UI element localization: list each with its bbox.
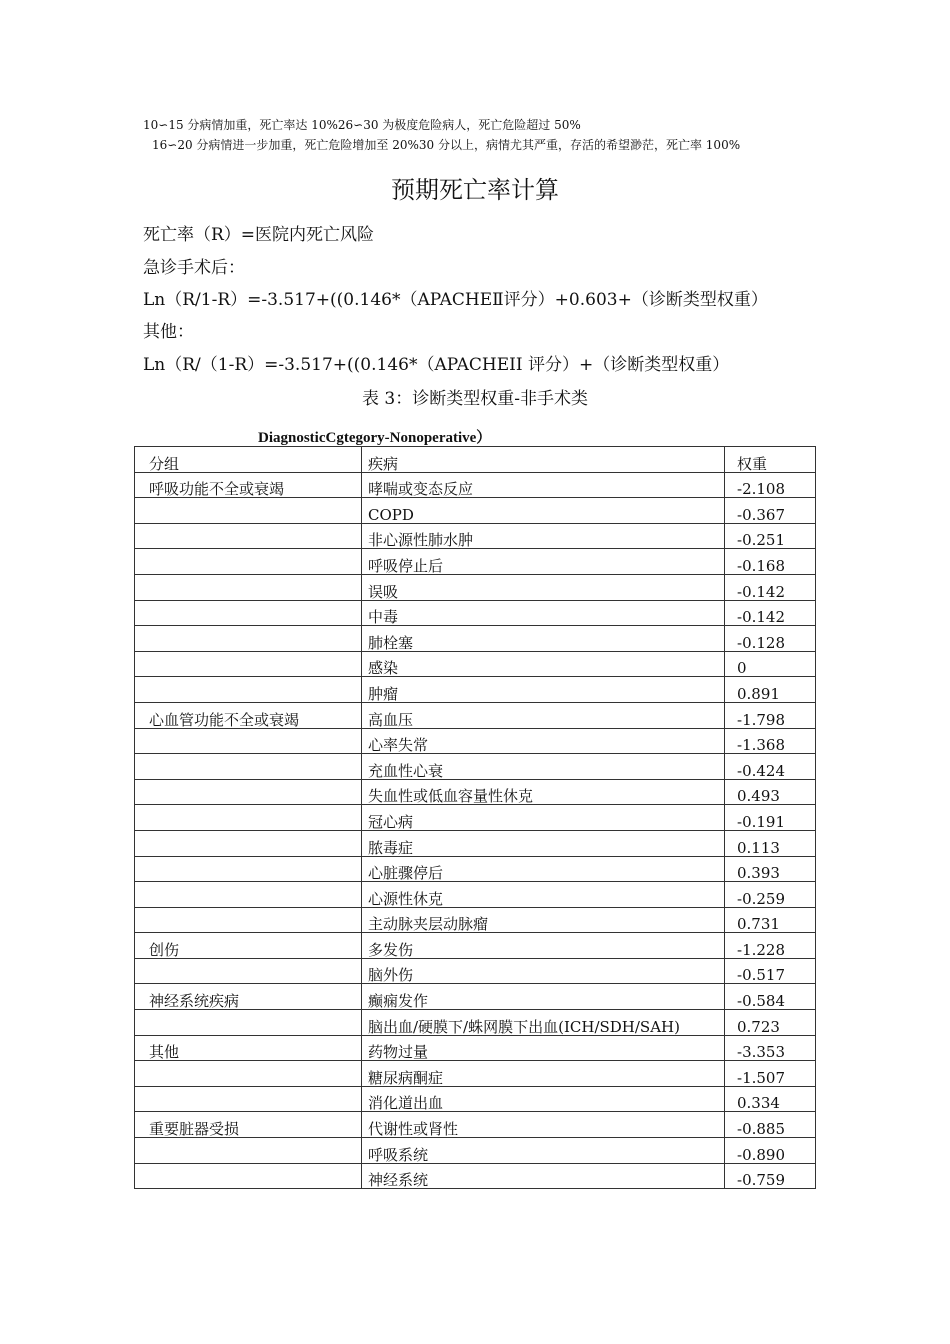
disease-cell: 肺栓塞 xyxy=(362,626,725,652)
table-row xyxy=(135,1061,816,1087)
group-cell xyxy=(135,677,362,703)
weight-cell: 0.334 xyxy=(725,1086,816,1112)
table-row xyxy=(135,805,816,831)
disease-cell: 主动脉夹层动脉瘤 xyxy=(362,907,725,933)
other-formula: Ln（R/（1-R）=-3.517+((0.146*（APACHEII 评分）+（诊断类型权重） xyxy=(143,355,730,375)
disease-cell: 心脏骤停后 xyxy=(362,856,725,882)
weight-cell: -0.259 xyxy=(725,882,816,908)
disease-cell: 心率失常 xyxy=(362,728,725,754)
weight-cell: -0.517 xyxy=(725,958,816,984)
table-row xyxy=(135,984,816,1010)
weight-cell: 0.493 xyxy=(725,779,816,805)
table-row xyxy=(135,574,816,600)
disease-cell: COPD xyxy=(362,498,725,524)
table-row xyxy=(135,907,816,933)
table-row xyxy=(135,702,816,728)
group-cell xyxy=(135,1138,362,1164)
disease-cell: 药物过量 xyxy=(362,1035,725,1061)
group-cell xyxy=(135,907,362,933)
header-group: 分组 xyxy=(135,447,362,473)
weight-cell: -0.142 xyxy=(725,600,816,626)
weight-cell: -1.368 xyxy=(725,728,816,754)
table-row xyxy=(135,958,816,984)
table-row xyxy=(135,856,816,882)
table-row xyxy=(135,830,816,856)
disease-cell: 糖尿病酮症 xyxy=(362,1061,725,1087)
weight-cell: -0.885 xyxy=(725,1112,816,1138)
group-cell: 其他 xyxy=(135,1035,362,1061)
weight-cell: -0.584 xyxy=(725,984,816,1010)
group-cell xyxy=(135,830,362,856)
weight-cell: -0.168 xyxy=(725,549,816,575)
disease-cell: 哮喘或变态反应 xyxy=(362,472,725,498)
table-row xyxy=(135,1138,816,1164)
weight-cell: -0.424 xyxy=(725,754,816,780)
header-weight: 权重 xyxy=(725,447,816,473)
disease-cell: 非心源性肺水肿 xyxy=(362,523,725,549)
group-cell: 心血管功能不全或衰竭 xyxy=(135,702,362,728)
disease-cell: 高血压 xyxy=(362,702,725,728)
group-cell xyxy=(135,805,362,831)
weight-cell: 0 xyxy=(725,651,816,677)
other-label: 其他： xyxy=(143,322,194,342)
table-header-row xyxy=(135,447,816,473)
group-cell: 重要脏器受损 xyxy=(135,1112,362,1138)
table-row xyxy=(135,600,816,626)
table-row xyxy=(135,728,816,754)
table-row xyxy=(135,882,816,908)
emergency-surgery-formula: Ln（R/1-R）=-3.517+((0.146*（APACHEⅡ评分）+0.603+（诊断类型权重） xyxy=(143,290,768,310)
group-cell xyxy=(135,754,362,780)
disease-cell: 神经系统 xyxy=(362,1163,725,1189)
weight-cell: -0.251 xyxy=(725,523,816,549)
table-row xyxy=(135,1035,816,1061)
disease-cell: 肿瘤 xyxy=(362,677,725,703)
group-cell xyxy=(135,498,362,524)
weight-cell: -0.367 xyxy=(725,498,816,524)
weight-cell: -0.191 xyxy=(725,805,816,831)
group-cell xyxy=(135,600,362,626)
group-cell xyxy=(135,958,362,984)
table-row xyxy=(135,651,816,677)
group-cell xyxy=(135,574,362,600)
disease-cell: 误吸 xyxy=(362,574,725,600)
group-cell xyxy=(135,779,362,805)
weight-cell: 0.731 xyxy=(725,907,816,933)
group-cell xyxy=(135,882,362,908)
table-row xyxy=(135,626,816,652)
group-cell xyxy=(135,1061,362,1087)
disease-cell: 中毒 xyxy=(362,600,725,626)
weight-cell: 0.393 xyxy=(725,856,816,882)
disease-cell: 心源性休克 xyxy=(362,882,725,908)
emergency-surgery-label: 急诊手术后： xyxy=(143,258,245,278)
table-row xyxy=(135,933,816,959)
page-title: 预期死亡率计算 xyxy=(391,176,559,204)
weight-cell: 0.891 xyxy=(725,677,816,703)
table-row xyxy=(135,677,816,703)
table-row xyxy=(135,1112,816,1138)
disease-cell: 失血性或低血容量性休克 xyxy=(362,779,725,805)
group-cell xyxy=(135,1086,362,1112)
group-cell xyxy=(135,856,362,882)
diagnosis-weight-table xyxy=(134,446,816,1189)
mortality-definition: 死亡率（R）=医院内死亡风险 xyxy=(143,225,375,245)
table-row xyxy=(135,523,816,549)
table-row xyxy=(135,1086,816,1112)
weight-cell: -3.353 xyxy=(725,1035,816,1061)
weight-cell: -0.890 xyxy=(725,1138,816,1164)
disease-cell: 消化道出血 xyxy=(362,1086,725,1112)
table-row xyxy=(135,498,816,524)
group-cell xyxy=(135,1163,362,1189)
disease-cell: 癫痫发作 xyxy=(362,984,725,1010)
group-cell xyxy=(135,651,362,677)
disease-cell: 感染 xyxy=(362,651,725,677)
group-cell xyxy=(135,728,362,754)
disease-cell: 冠心病 xyxy=(362,805,725,831)
disease-cell: 脑外伤 xyxy=(362,958,725,984)
table-subcaption: DiagnosticCgtegory-Nonoperative） xyxy=(258,430,492,446)
table-row xyxy=(135,1163,816,1189)
weight-cell: 0.113 xyxy=(725,830,816,856)
group-cell: 神经系统疾病 xyxy=(135,984,362,1010)
weight-cell: -1.228 xyxy=(725,933,816,959)
group-cell xyxy=(135,626,362,652)
group-cell xyxy=(135,1010,362,1036)
disease-cell: 呼吸系统 xyxy=(362,1138,725,1164)
table-row xyxy=(135,549,816,575)
table-caption: 表 3：诊断类型权重-非手术类 xyxy=(362,389,588,409)
note-line-1: 10∽15 分病情加重，死亡率达 10%26∽30 为极度危险病人，死亡危险超过 50% xyxy=(143,118,581,132)
disease-cell: 脓毒症 xyxy=(362,830,725,856)
group-cell xyxy=(135,549,362,575)
group-cell xyxy=(135,523,362,549)
weight-cell: -1.507 xyxy=(725,1061,816,1087)
weight-cell: -0.142 xyxy=(725,574,816,600)
weight-cell: 0.723 xyxy=(725,1010,816,1036)
disease-cell: 充血性心衰 xyxy=(362,754,725,780)
disease-cell: 代谢性或肾性 xyxy=(362,1112,725,1138)
weight-cell: -0.128 xyxy=(725,626,816,652)
weight-cell: -1.798 xyxy=(725,702,816,728)
table-row xyxy=(135,779,816,805)
disease-cell: 脑出血/硬膜下/蛛网膜下出血(ICH/SDH/SAH) xyxy=(362,1010,725,1036)
weight-cell: -0.759 xyxy=(725,1163,816,1189)
disease-cell: 呼吸停止后 xyxy=(362,549,725,575)
table-row xyxy=(135,472,816,498)
table-row xyxy=(135,1010,816,1036)
group-cell: 创伤 xyxy=(135,933,362,959)
note-line-2: 16∽20 分病情进一步加重，死亡危险增加至 20%30 分以上，病情尤其严重，存活的希望渺茫，死亡率 100% xyxy=(152,138,741,152)
disease-cell: 多发伤 xyxy=(362,933,725,959)
group-cell: 呼吸功能不全或衰竭 xyxy=(135,472,362,498)
table-row xyxy=(135,754,816,780)
weight-cell: -2.108 xyxy=(725,472,816,498)
header-disease: 疾病 xyxy=(362,447,725,473)
